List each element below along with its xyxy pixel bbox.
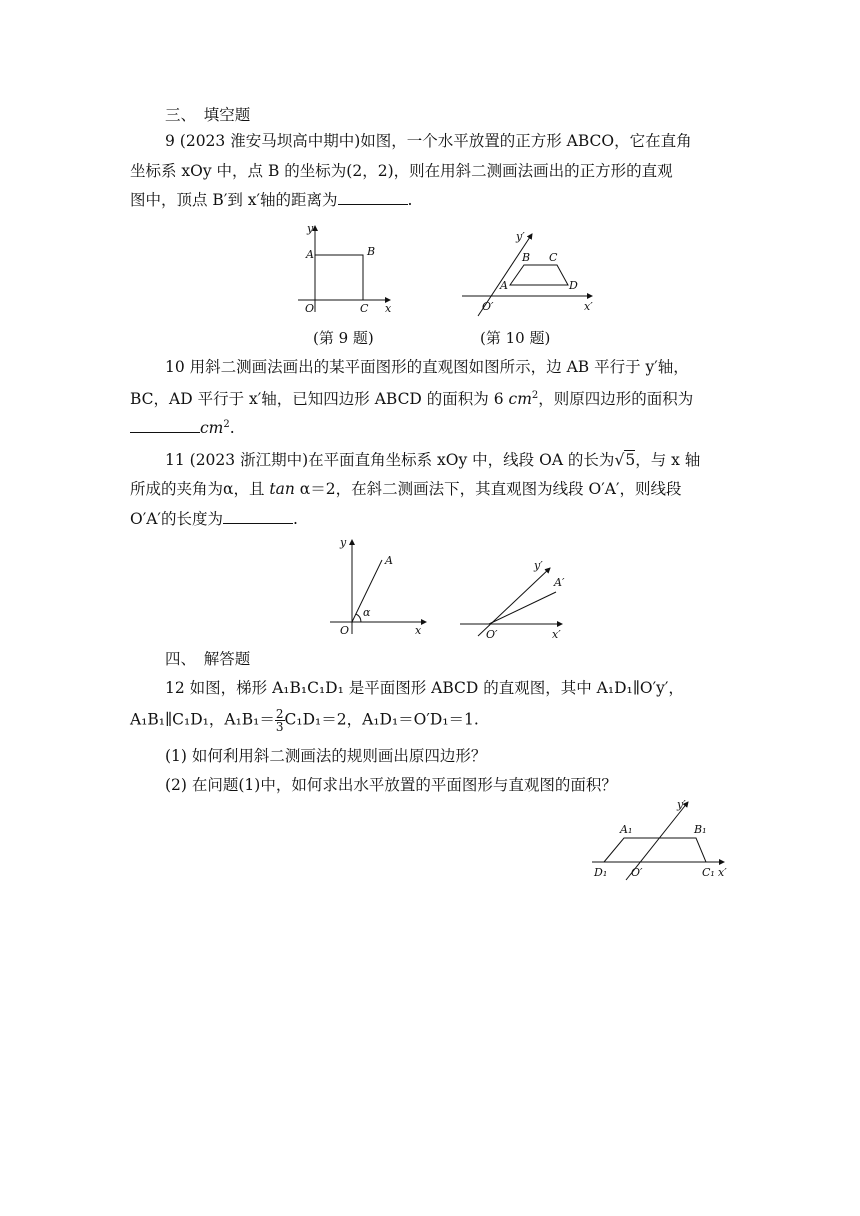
f11a-O: O bbox=[340, 624, 350, 637]
caption-fig10: (第 10 题) bbox=[480, 329, 551, 347]
f11a-alpha: α bbox=[363, 606, 371, 619]
f11a-y: y bbox=[340, 536, 347, 549]
f10-y: y′ bbox=[516, 230, 525, 243]
f12-y: y′ bbox=[677, 798, 686, 811]
q10-line1: 10 用斜二测画法画出的某平面图形的直观图如图所示，边 AB 平行于 y′轴， bbox=[165, 358, 689, 376]
f11b-y: y′ bbox=[534, 559, 543, 572]
fraction: $\frac{2}{3}$ bbox=[275, 707, 284, 734]
f10-B: B bbox=[522, 251, 531, 264]
f10-x: x′ bbox=[584, 300, 593, 313]
f10-D: D bbox=[569, 279, 578, 292]
section-title-fill-in: 三、 填空题 bbox=[165, 106, 251, 124]
f12-O: O′ bbox=[631, 866, 643, 879]
f9-B: B bbox=[367, 245, 376, 258]
f12-D: D₁ bbox=[594, 866, 608, 879]
f9-O: O bbox=[305, 302, 315, 315]
f12-A: A₁ bbox=[620, 823, 633, 836]
q9-line2: 坐标系 xOy 中，点 B 的坐标为(2，2)，则在用斜二测画法画出的正方形的直观 bbox=[130, 162, 673, 180]
f9-x: x bbox=[385, 302, 392, 315]
answer-blank bbox=[130, 418, 200, 433]
f10-C: C bbox=[549, 251, 558, 264]
caption-fig9: (第 9 题) bbox=[313, 329, 374, 347]
q9-line1: 9 (2023 淮安马坝高中期中)如图，一个水平放置的正方形 ABCO，它在直角 bbox=[165, 132, 692, 150]
f12-C: C₁ bbox=[702, 866, 715, 879]
f11b-O: O′ bbox=[486, 628, 498, 641]
section-title-solve: 四、 解答题 bbox=[165, 650, 251, 668]
q11-line1: 11 (2023 浙江期中)在平面直角坐标系 xOy 中，线段 OA 的长为√5，与 x 轴 bbox=[165, 451, 701, 469]
q12-line1: 12 如图，梯形 A₁B₁C₁D₁ 是平面图形 ABCD 的直观图，其中 A₁D₁∥O′y′， bbox=[165, 679, 684, 697]
figure-11-intuitive bbox=[458, 556, 578, 642]
f11a-x: x bbox=[415, 624, 422, 637]
figure-12 bbox=[590, 796, 734, 882]
q12-sub1: (1) 如何利用斜二测画法的规则画出原四边形？ bbox=[165, 747, 487, 765]
answer-blank bbox=[223, 509, 293, 524]
figure-11-original bbox=[326, 534, 436, 640]
q12-sub2: (2) 在问题(1)中，如何求出水平放置的平面图形与直观图的面积？ bbox=[165, 776, 617, 794]
f12-B: B₁ bbox=[694, 823, 707, 836]
f11b-x: x′ bbox=[552, 628, 561, 641]
q9-line3: 图中，顶点 B′到 x′轴的距离为 . bbox=[130, 191, 413, 209]
f9-y: y bbox=[307, 222, 314, 235]
f10-O: O′ bbox=[482, 300, 494, 313]
f10-A: A bbox=[500, 279, 508, 292]
f9-A: A bbox=[306, 248, 314, 261]
q10-line3: $cm^2$. bbox=[130, 414, 730, 439]
f12-x: x′ bbox=[718, 866, 727, 879]
f9-C: C bbox=[360, 302, 369, 315]
figure-9 bbox=[290, 220, 400, 320]
q11-line2: 所成的夹角为α，且 tan α＝2，在斜二测画法下，其直观图为线段 O′A′，则线段 bbox=[130, 480, 682, 498]
q10-line2: BC，AD 平行于 x′轴，已知四边形 ABCD 的面积为 6 $cm^2$，则原四边形的面积为 bbox=[130, 390, 694, 409]
f11a-A: A bbox=[385, 554, 393, 567]
f11b-A: A′ bbox=[554, 576, 565, 589]
answer-blank bbox=[338, 190, 408, 205]
q12-line2: A₁B₁∥C₁D₁，A₁B₁＝ $\frac{2}{3}$ C₁D₁＝2，A₁D₁＝O′D₁＝1. bbox=[130, 707, 479, 734]
figure-10 bbox=[460, 228, 600, 320]
q11-line3: O′A′的长度为 . bbox=[130, 510, 298, 528]
